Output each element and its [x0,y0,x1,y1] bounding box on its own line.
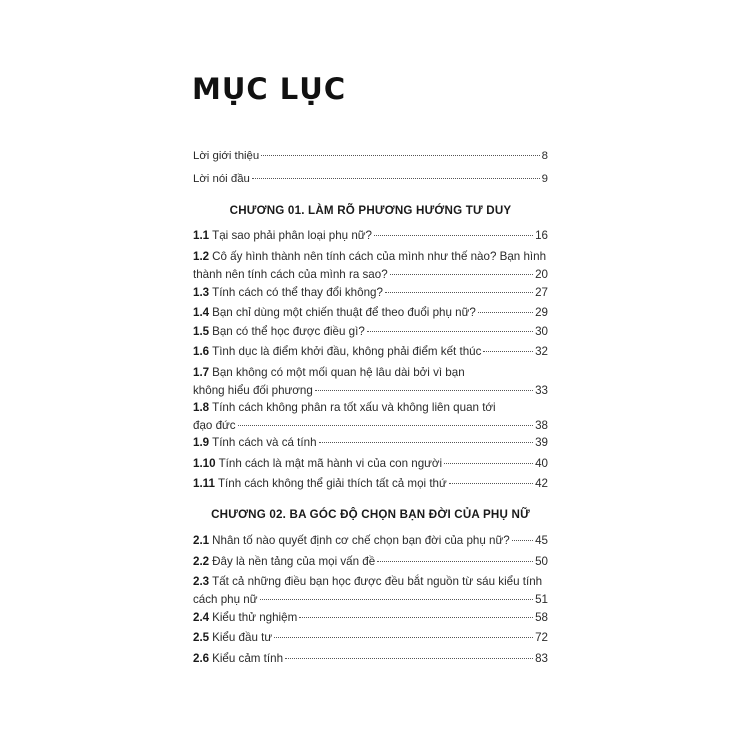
section-number: 1.3 [193,286,210,299]
toc-entry[interactable] [193,475,548,493]
page-number: 30 [535,325,548,338]
section-number: 2.4 [193,611,210,624]
page-number: 29 [535,306,548,319]
page-number: 58 [535,611,548,624]
toc-row [193,629,548,647]
toc-entry[interactable] [193,532,548,550]
page-number: 42 [535,477,548,490]
page-number: 16 [535,229,548,242]
section-number: 2.2 [193,555,210,568]
toc-row [193,284,548,302]
toc-row [193,553,548,571]
page-number: 27 [535,286,548,299]
section-number: 1.2 [193,250,210,263]
dot-leader [385,292,533,293]
page-number: 50 [535,555,548,568]
toc-row [193,609,548,627]
toc-entry[interactable] [193,284,548,302]
toc-row [193,573,548,591]
section-number: 1.1 [193,229,210,242]
section-number: 1.5 [193,325,210,338]
toc-entry[interactable] [193,434,548,452]
page-number: 72 [535,631,548,644]
chapter-heading: CHƯƠNG 01. LÀM RÕ PHƯƠNG HƯỚNG TƯ DUY [229,204,512,217]
section-number: 2.6 [193,652,210,665]
entry-label: Bạn chỉ dùng một chiến thuật để theo đuổi phụ nữ? [212,306,476,319]
page-number: 83 [535,652,548,665]
entry-label: Lời giới thiệu [193,150,260,162]
dot-leader [299,617,533,618]
page-number: 39 [535,436,548,449]
entry-label: Nhân tố nào quyết định cơ chế chọn bạn đời của phụ nữ? [212,534,510,547]
toc-row [193,266,548,284]
entry-label: Tính cách và cá tính [212,436,317,449]
chapter-heading: CHƯƠNG 02. BA GÓC ĐỘ CHỌN BẠN ĐỜI CỦA PHỤ NỮ [211,508,530,521]
section-number: 1.4 [193,306,210,319]
page-number: 33 [535,384,548,397]
toc-row [193,417,548,435]
section-number: 1.8 [193,401,210,414]
toc-entry[interactable] [193,364,548,400]
toc-entry[interactable] [193,553,548,571]
entry-label: Kiểu đầu tư [212,631,273,644]
page-number: 45 [535,534,548,547]
toc-row [193,170,548,188]
section-number: 1.10 [193,457,216,470]
toc-row [193,323,548,341]
entry-label: Tại sao phải phân loại phụ nữ? [212,229,373,242]
section-number: 2.5 [193,631,210,644]
page-number: 8 [541,150,548,162]
page-number: 20 [535,268,548,281]
dot-leader [512,540,533,541]
page-number: 9 [541,173,548,185]
toc-entry[interactable] [193,399,548,435]
toc-row [193,147,548,165]
entry-label-continued: đạo đức [193,419,236,432]
toc-row [193,399,548,417]
entry-label: Kiểu cảm tính [212,652,284,665]
section-number: 2.1 [193,534,210,547]
dot-leader [390,274,533,275]
toc-row [193,227,548,245]
page-number: 32 [535,345,548,358]
toc-entry[interactable] [193,304,548,322]
toc-row [193,364,548,382]
toc-entry[interactable] [193,650,548,668]
toc-row [193,532,548,550]
entry-label: Kiểu thử nghiệm [212,611,298,624]
section-number: 2.3 [193,575,210,588]
dot-leader [367,331,533,332]
dot-leader [261,155,539,156]
dot-leader [377,561,533,562]
toc-row [193,304,548,322]
entry-label: Lời nói đầu [193,173,250,185]
dot-leader [374,235,533,236]
dot-leader [449,483,533,484]
dot-leader [260,599,534,600]
dot-leader [315,390,533,391]
toc-row [193,455,548,473]
section-number: 1.9 [193,436,210,449]
dot-leader [478,312,533,313]
dot-leader [238,425,534,426]
toc-entry[interactable] [193,455,548,473]
entry-label-continued: cách phụ nữ [193,593,258,606]
entry-label: Tính cách có thể thay đổi không? [212,286,383,299]
toc-entry[interactable] [193,629,548,647]
entry-label: Tính cách không thể giải thích tất cả mọi thứ [217,477,447,490]
toc-entry[interactable] [193,609,548,627]
entry-label: Tính cách là mật mã hành vi của con người [218,457,443,470]
dot-leader [319,442,534,443]
toc-row [193,591,548,609]
entry-label: Tính cách không phân ra tốt xấu và không liên quan tới [212,401,496,414]
entry-label: Tình dục là điểm khởi đầu, không phải điểm kết thúc [212,345,482,358]
page-number: 38 [535,419,548,432]
toc-entry[interactable] [193,573,548,609]
toc-row [193,650,548,668]
toc-entry[interactable] [193,343,548,361]
dot-leader [444,463,533,464]
entry-label: Tất cả những điều bạn học được đều bắt nguồn từ sáu kiểu tính [212,575,543,588]
toc-entry[interactable] [193,227,548,245]
dot-leader [483,351,533,352]
section-number: 1.6 [193,345,210,358]
page-title: MỤC LỤC [192,72,347,106]
entry-label-continued: không hiểu đối phương [193,384,313,397]
dot-leader [252,178,540,179]
section-number: 1.7 [193,366,210,379]
dot-leader [274,637,533,638]
toc-row [193,248,548,266]
toc-entry[interactable] [193,170,548,188]
toc-row [193,475,548,493]
page-number: 51 [535,593,548,606]
toc-entry[interactable] [193,248,548,284]
dot-leader [285,658,533,659]
toc-row [193,434,548,452]
toc-entry[interactable] [193,323,548,341]
section-number: 1.11 [193,477,215,490]
entry-label: Cô ấy hình thành nên tính cách của mình như thế nào? Bạn hình [212,250,547,263]
entry-label: Bạn có thể học được điều gì? [212,325,365,338]
entry-label-continued: thành nên tính cách của mình ra sao? [193,268,388,281]
entry-label: Bạn không có một mối quan hệ lâu dài bởi vì bạn [212,366,465,379]
toc-row [193,382,548,400]
toc-entry[interactable] [193,147,548,165]
toc-row [193,343,548,361]
entry-label: Đây là nền tảng của mọi vấn đề [212,555,376,568]
page-number: 40 [535,457,548,470]
